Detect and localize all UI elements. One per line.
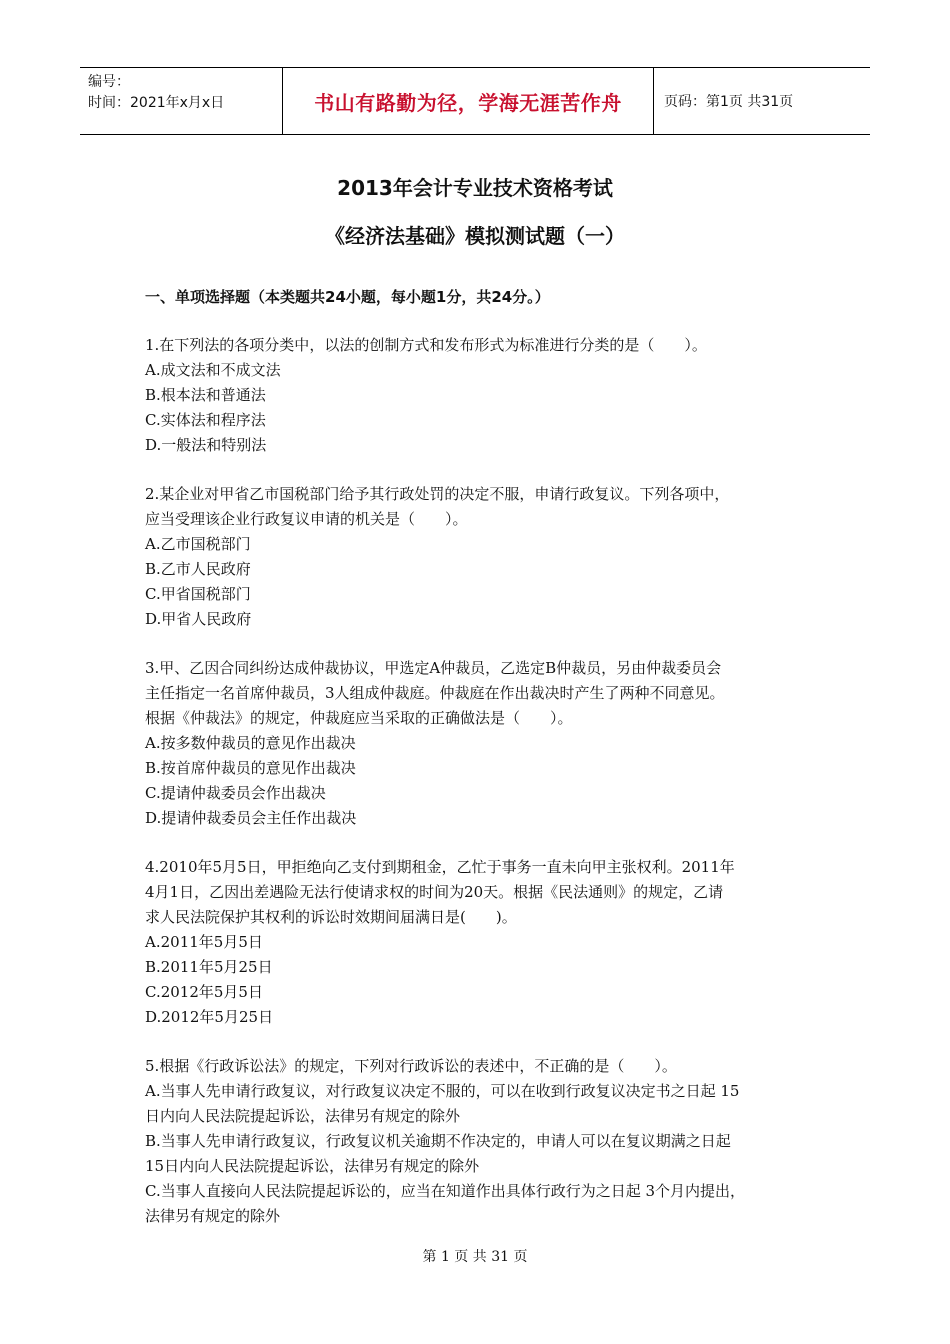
question-stem-line: 5.根据《行政诉讼法》的规定，下列对行政诉讼的表述中，不正确的是（ ）。 bbox=[145, 1057, 677, 1075]
option: B.2011年5月25日 bbox=[145, 958, 273, 976]
header-left-cell bbox=[80, 68, 282, 134]
question-3 bbox=[145, 656, 817, 831]
option: D.一般法和特别法 bbox=[145, 436, 267, 454]
option: A.成文法和不成文法 bbox=[145, 361, 281, 379]
option: C.提请仲裁委员会作出裁决 bbox=[145, 784, 326, 802]
option: D.提请仲裁委员会主任作出裁决 bbox=[145, 809, 357, 827]
question-stem-line: 主任指定一名首席仲裁员，3人组成仲裁庭。仲裁庭在作出裁决时产生了两种不同意见。 bbox=[145, 684, 725, 702]
page-code: 页码：第1页 共31页 bbox=[664, 94, 794, 110]
motto: 书山有路勤为径，学海无涯苦作舟 bbox=[314, 90, 622, 115]
serial-label: 编号： bbox=[88, 74, 130, 90]
option: D.甲省人民政府 bbox=[145, 610, 252, 628]
question-stem-line: 1.在下列法的各项分类中，以法的创制方式和发布形式为标准进行分类的是（ ）。 bbox=[145, 336, 707, 354]
document-subtitle: 《经济法基础》模拟测试题（一） bbox=[325, 224, 625, 248]
time-label: 时间：2021年x月x日 bbox=[88, 95, 225, 111]
option: C.2012年5月5日 bbox=[145, 983, 263, 1001]
question-stem-line: 4月1日，乙因出差遇险无法行使请求权的时间为20天。根据《民法通则》的规定，乙请 bbox=[145, 883, 724, 901]
section-heading: 一、单项选择题（本类题共24小题，每小题1分，共24分。） bbox=[145, 288, 550, 306]
option: D.2012年5月25日 bbox=[145, 1008, 274, 1026]
option: A.乙市国税部门 bbox=[145, 535, 251, 553]
question-2 bbox=[145, 482, 817, 632]
option: B.当事人先申请行政复议，行政复议机关逾期不作决定的，申请人可以在复议期满之日起 bbox=[145, 1132, 731, 1150]
question-stem-line: 求人民法院保护其权利的诉讼时效期间届满日是( )。 bbox=[145, 908, 517, 926]
option: A.2011年5月5日 bbox=[145, 933, 263, 951]
question-5 bbox=[145, 1054, 817, 1229]
option: B.按首席仲裁员的意见作出裁决 bbox=[145, 759, 356, 777]
option-continued: 法律另有规定的除外 bbox=[145, 1207, 281, 1225]
option-continued: 日内向人民法院提起诉讼，法律另有规定的除外 bbox=[145, 1107, 461, 1125]
question-stem-line: 3.甲、乙因合同纠纷达成仲裁协议，甲选定A仲裁员，乙选定B仲裁员，另由仲裁委员会 bbox=[145, 659, 722, 677]
header-page-cell bbox=[654, 68, 870, 134]
question-stem-line: 4.2010年5月5日，甲拒绝向乙支付到期租金，乙忙于事务一直未向甲主张权利。2011年 bbox=[145, 858, 735, 876]
option: A.按多数仲裁员的意见作出裁决 bbox=[145, 734, 356, 752]
question-4 bbox=[145, 855, 817, 1030]
question-stem-line: 2.某企业对甲省乙市国税部门给予其行政处罚的决定不服，申请行政复议。下列各项中， bbox=[145, 485, 730, 503]
option: C.实体法和程序法 bbox=[145, 411, 266, 429]
option: B.根本法和普通法 bbox=[145, 386, 266, 404]
page-header bbox=[80, 67, 870, 135]
option: B.乙市人民政府 bbox=[145, 560, 251, 578]
option: C.甲省国税部门 bbox=[145, 585, 251, 603]
document-title: 2013年会计专业技术资格考试 bbox=[337, 176, 613, 200]
option-continued: 15日内向人民法院提起诉讼，法律另有规定的除外 bbox=[145, 1157, 480, 1175]
header-motto-cell bbox=[282, 68, 654, 134]
option: A.当事人先申请行政复议，对行政复议决定不服的，可以在收到行政复议决定书之日起 15 bbox=[145, 1082, 740, 1100]
question-stem-line: 应当受理该企业行政复议申请的机关是（ ）。 bbox=[145, 510, 468, 528]
question-stem-line: 根据《仲裁法》的规定，仲裁庭应当采取的正确做法是（ ）。 bbox=[145, 709, 573, 727]
option: C.当事人直接向人民法院提起诉讼的，应当在知道作出具体行政行为之日起 3个月内提出， bbox=[145, 1182, 746, 1200]
page-footer: 第 1 页 共 31 页 bbox=[422, 1249, 528, 1265]
question-1 bbox=[145, 333, 817, 458]
